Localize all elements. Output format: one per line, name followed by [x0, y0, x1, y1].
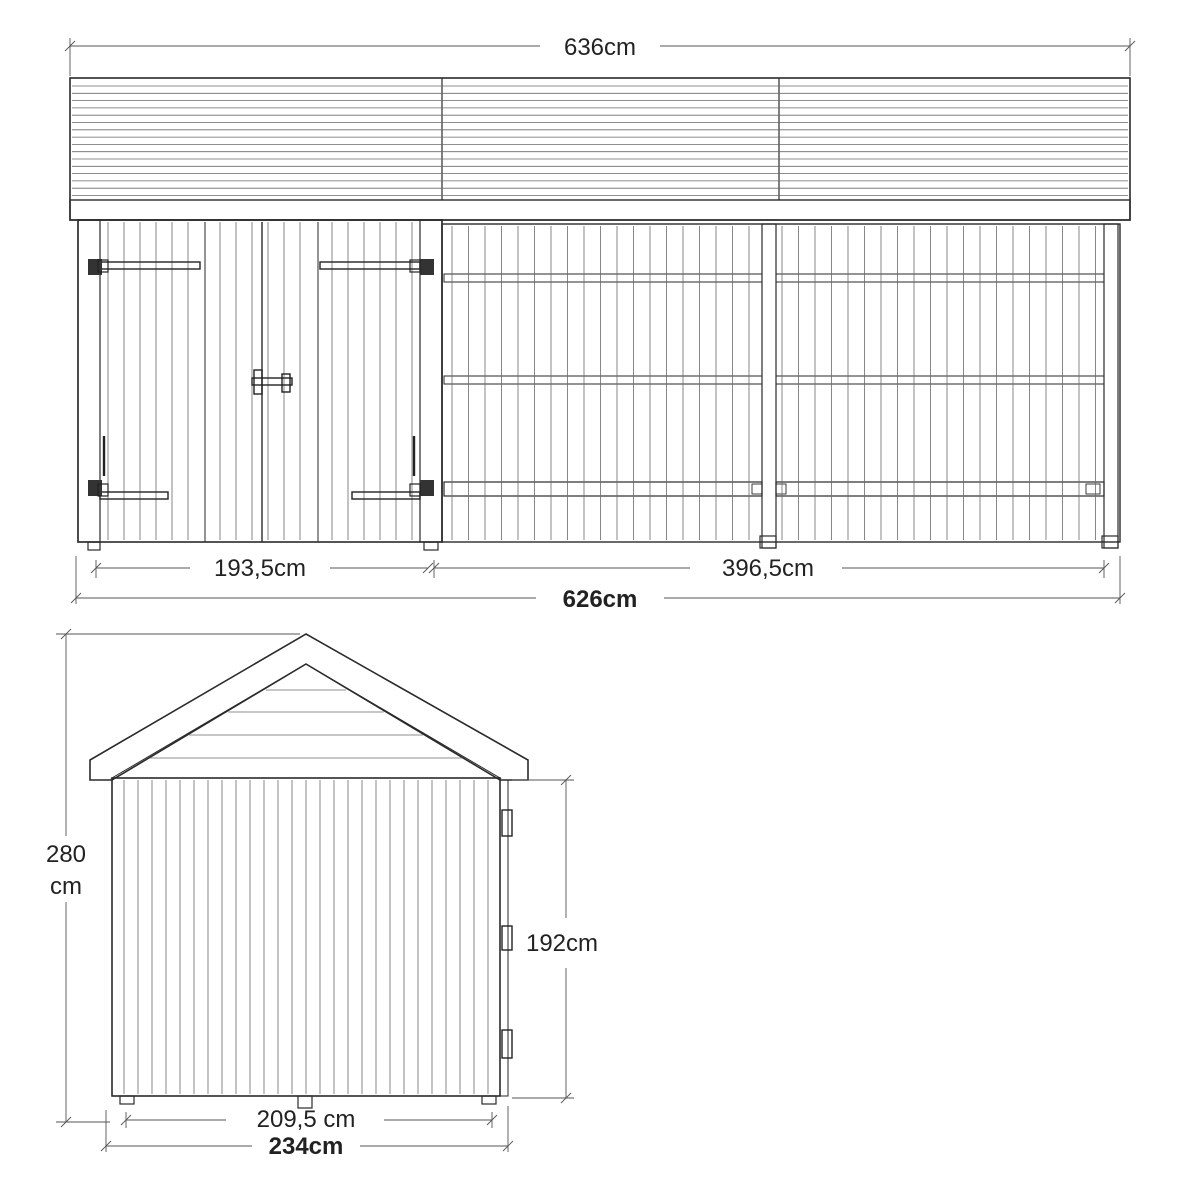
label-open-section-width: 396,5cm: [721, 555, 815, 582]
label-door-height: 192cm: [525, 930, 599, 957]
dimension-inner-width: [121, 1106, 497, 1133]
front-view: [65, 34, 1135, 613]
walls-front: [78, 220, 1120, 550]
dimension-shed-section: [91, 555, 433, 582]
roof-front: [70, 78, 1130, 220]
label-total-height-unit: cm: [50, 873, 82, 900]
dimension-open-section: [429, 555, 1109, 582]
label-total-width: 234cm: [268, 1133, 344, 1160]
roof-side: [90, 634, 528, 780]
label-total-roof-width: 636cm: [563, 34, 637, 61]
side-view: [46, 629, 598, 1160]
label-total-base-width: 626cm: [562, 586, 638, 613]
label-shed-section-width: 193,5cm: [213, 555, 307, 582]
dimension-total-roof-width: [65, 34, 1135, 76]
label-total-height-value: 280: [45, 841, 87, 868]
walls-side: [112, 778, 512, 1108]
dimension-total-height: [46, 629, 300, 1127]
dimension-door-height: [512, 775, 598, 1103]
label-inner-width: 209,5 cm: [256, 1106, 356, 1133]
